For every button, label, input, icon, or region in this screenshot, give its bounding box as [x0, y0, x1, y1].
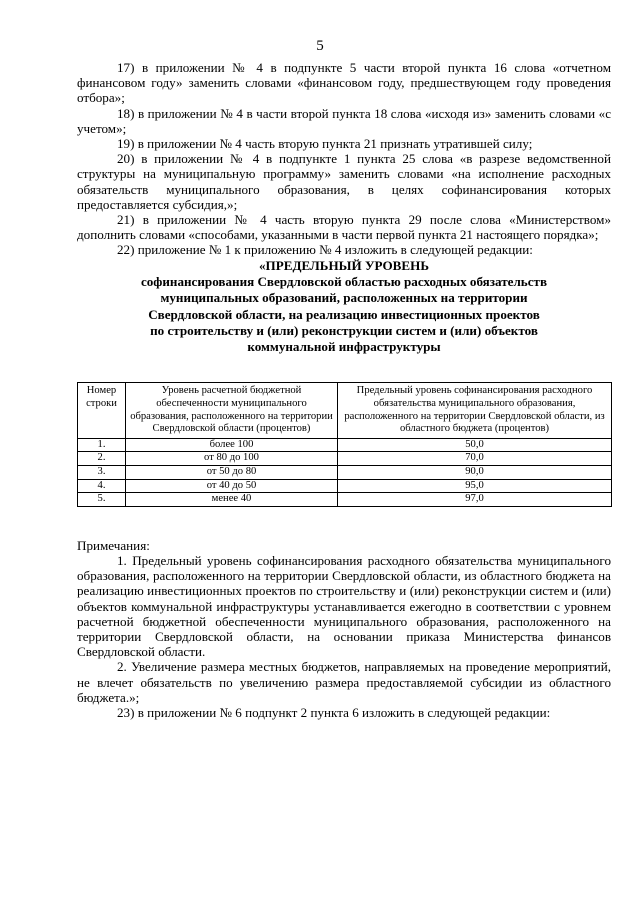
cofinancing-level: 97,0 [338, 493, 612, 507]
budget-level: от 40 до 50 [126, 479, 338, 493]
document-body [77, 60, 611, 720]
paragraph-18: 18) в приложении № 4 в части второй пункта 18 слова «исходя из» заменить словами «с учетом»; [77, 105, 611, 136]
row-number: 1. [78, 438, 126, 452]
table-row [78, 465, 612, 479]
row-number: 5. [78, 493, 126, 507]
notes-label: Примечания: [77, 537, 150, 553]
budget-level: от 80 до 100 [126, 452, 338, 466]
paragraph-21: 21) в приложении № 4 часть вторую пункта 29 после слова «Министерством» дополнить словами «способами, указанными в части первой пункта 21 настоящего порядка»; [77, 212, 611, 243]
title-line: по строительству и (или) реконструкции систем и (или) объектов [150, 322, 538, 338]
note-1: 1. Предельный уровень софинансирования расходного обязательства муниципального образования, расположенного на территории Свердловской области, из областного бюджета на реализацию инвестиционных проектов по строительству и (или) реконструкции систем и (или) объектов коммунальной инфраструктуры устанавливается ежегодно в соответствии с уровнем расчетной бюджетной обеспеченности муниципального образования, расположенного на территории Свердловской области, на основании приказа Министерства финансов Свердловской области. [77, 552, 611, 660]
row-number: 2. [78, 452, 126, 466]
budget-level: от 50 до 80 [126, 465, 338, 479]
cofinancing-level: 70,0 [338, 452, 612, 466]
budget-level: более 100 [126, 438, 338, 452]
cofinancing-level: 90,0 [338, 465, 612, 479]
table-header-row [78, 383, 612, 438]
title-line: «ПРЕДЕЛЬНЫЙ УРОВЕНЬ [259, 257, 429, 273]
appendix-title [77, 258, 611, 356]
header-row-number: Номер строки [78, 383, 126, 438]
paragraph-20: 20) в приложении № 4 в подпункте 1 пункта 25 слова «в разрезе ведомственной структуры на муниципальную программу» заменить словами «на исполнение расходных обязательств муниципального образования, в целях софинансирования которых предоставляется субсидия,»; [77, 151, 611, 212]
note-2: 2. Увеличение размера местных бюджетов, направляемых на проведение мероприятий, не влечет обязательств по увеличению размера предоставляемой субсидии из областного бюджета.»; [77, 659, 611, 705]
cofinancing-level: 50,0 [338, 438, 612, 452]
header-budget-level: Уровень расчетной бюджетной обеспеченности муниципального образования, расположенного на территории Свердловской области (процентов) [126, 383, 338, 438]
table-row [78, 438, 612, 452]
row-number: 4. [78, 479, 126, 493]
cofinancing-table [77, 382, 612, 506]
table-row [78, 479, 612, 493]
paragraph-23: 23) в приложении № 6 подпункт 2 пункта 6 изложить в следующей редакции: [117, 705, 551, 720]
title-line: Свердловской области, на реализацию инвестиционных проектов [148, 306, 540, 322]
title-line: коммунальной инфраструктуры [247, 339, 441, 355]
paragraph-22: 22) приложение № 1 к приложению № 4 изложить в следующей редакции: [117, 242, 533, 258]
table-row [78, 493, 612, 507]
header-cofinancing-level: Предельный уровень софинансирования расходного обязательства муниципального образования, расположенного на территории Свердловской области, из областного бюджета (процентов) [338, 383, 612, 438]
row-number: 3. [78, 465, 126, 479]
cofinancing-level: 95,0 [338, 479, 612, 493]
title-line: софинансирования Свердловской областью расходных обязательств [140, 273, 548, 289]
paragraph-17: 17) в приложении № 4 в подпункте 5 части второй пункта 16 слова «отчетном финансовом году» заменить словами «финансовом году, предшествующем году проведения отбора»; [77, 60, 611, 106]
table-row [78, 452, 612, 466]
page-number: 5 [316, 38, 324, 54]
paragraph-19: 19) в приложении № 4 часть вторую пункта 21 признать утратившей силу; [117, 136, 533, 152]
budget-level: менее 40 [126, 493, 338, 507]
title-line: муниципальных образований, расположенных на территории [160, 290, 528, 306]
